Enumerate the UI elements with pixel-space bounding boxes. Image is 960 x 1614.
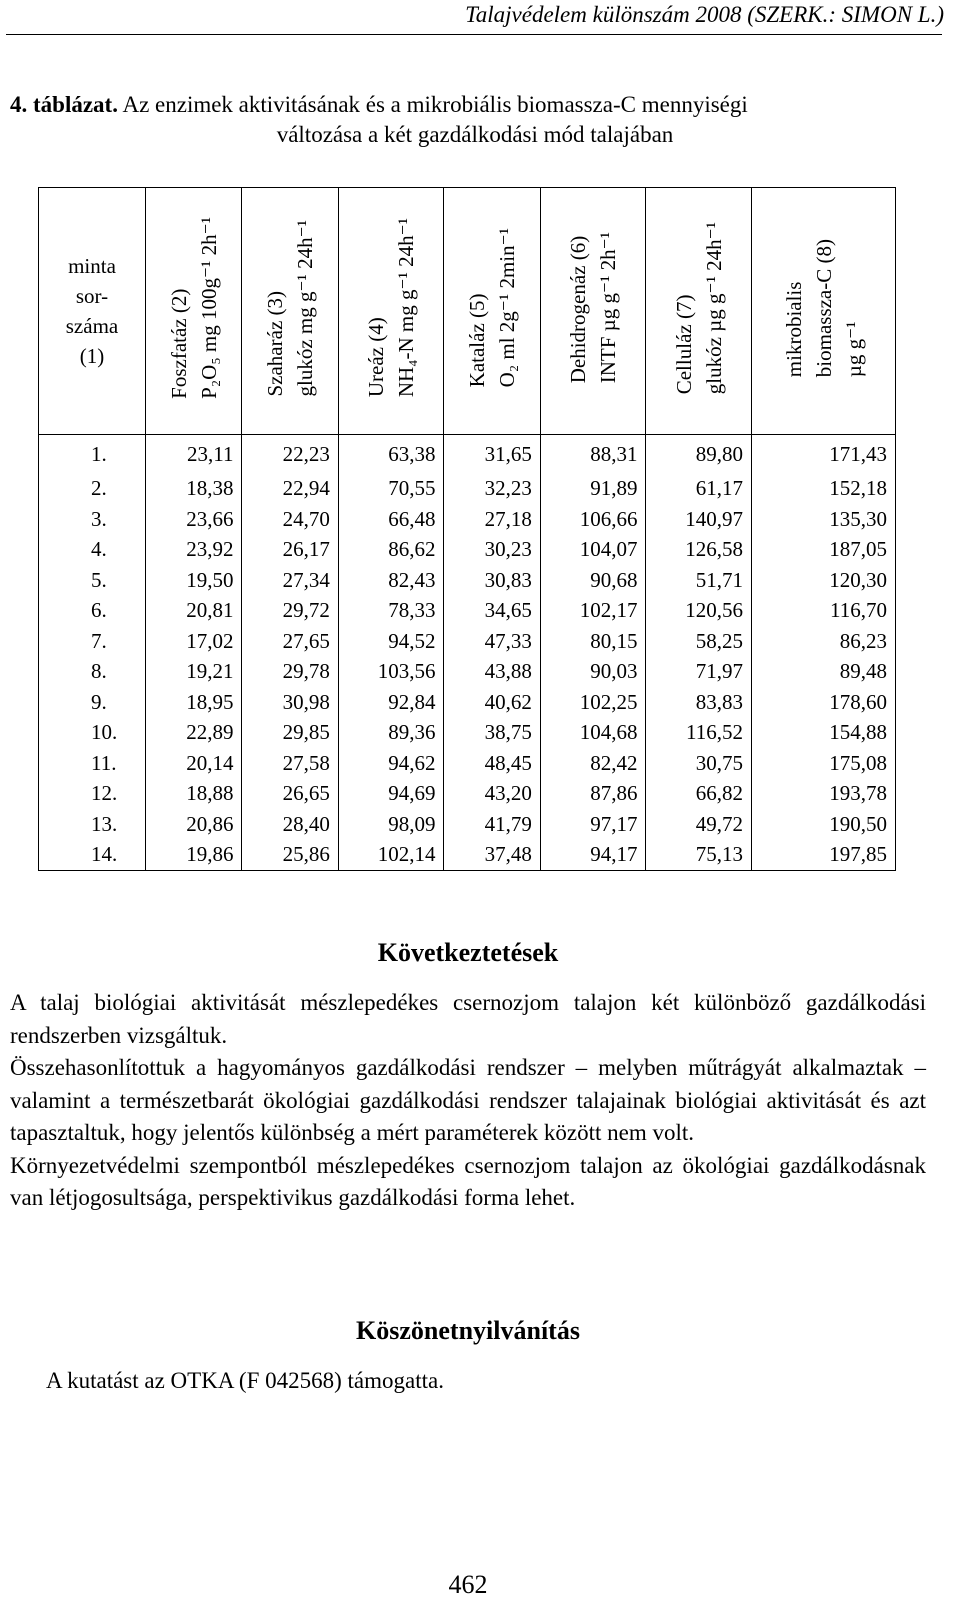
acknowledgement-text: A kutatást az OTKA (F 042568) támogatta. (46, 1368, 444, 1393)
conclusions-paragraph: Összehasonlítottuk a hagyományos gazdálkodási rendszer – melyben műtrágyát alkalmaztak – valamint a természetbarát ökológiai gazdálkodási rendszer talajainak biológiai aktivitását és azt tapasztaltuk, hogy jelentős különbség a mért paraméterek között nem volt. (10, 1055, 926, 1145)
table-header-row (39, 188, 896, 435)
header-line: Celluláz (7) (671, 294, 696, 395)
header-line: µg g⁻¹ (841, 321, 866, 378)
value-cell: 18,95 (146, 687, 242, 718)
value-cell: 102,17 (540, 595, 646, 626)
value-cell: 17,02 (146, 626, 242, 657)
header-line: (1) (79, 344, 105, 368)
table-caption (10, 90, 940, 150)
header-line: Kataláz (5) (465, 293, 490, 388)
value-cell: 40,62 (444, 687, 540, 718)
column-header-cellulase (646, 188, 752, 435)
table-row (39, 534, 896, 565)
running-header: Talajvédelem különszám 2008 (SZERK.: SIMON L.) (465, 2, 944, 27)
table-row (39, 778, 896, 809)
table-caption-line2: változása a két gazdálkodási mód talajában (276, 122, 674, 147)
header-rule (6, 34, 942, 35)
table-row (39, 435, 896, 474)
header-line: O₂ ml 2g⁻¹ 2min⁻¹ (495, 228, 520, 388)
page-number: 462 (448, 1570, 488, 1599)
value-cell: 58,25 (646, 626, 752, 657)
value-cell: 94,17 (540, 839, 646, 870)
header-line: száma (65, 314, 119, 338)
table-row (39, 565, 896, 596)
table-row (39, 809, 896, 840)
value-cell: 23,66 (146, 504, 242, 535)
value-cell: 28,40 (242, 809, 338, 840)
table-row (39, 748, 896, 779)
value-cell: 120,56 (646, 595, 752, 626)
value-cell: 94,69 (338, 778, 444, 809)
header-line: NH₄-N mg g⁻¹ 24h⁻¹ (394, 218, 419, 398)
table-row (39, 473, 896, 504)
value-cell: 27,58 (242, 748, 338, 779)
value-cell: 30,83 (444, 565, 540, 596)
value-cell: 91,89 (540, 473, 646, 504)
row-number-cell: 4. (39, 534, 146, 565)
value-cell: 30,23 (444, 534, 540, 565)
value-cell: 82,43 (338, 565, 444, 596)
value-cell: 197,85 (752, 839, 896, 870)
value-cell: 31,65 (444, 435, 540, 474)
value-cell: 103,56 (338, 656, 444, 687)
value-cell: 135,30 (752, 504, 896, 535)
header-line: biomassza-C (8) (811, 238, 836, 378)
value-cell: 32,23 (444, 473, 540, 504)
value-cell: 89,48 (752, 656, 896, 687)
header-line: glukóz mg g⁻¹ 24h⁻¹ (293, 219, 318, 397)
value-cell: 66,48 (338, 504, 444, 535)
value-cell: 19,86 (146, 839, 242, 870)
value-cell: 104,68 (540, 717, 646, 748)
value-cell: 63,38 (338, 435, 444, 474)
value-cell: 140,97 (646, 504, 752, 535)
table-row (39, 504, 896, 535)
value-cell: 29,85 (242, 717, 338, 748)
value-cell: 23,92 (146, 534, 242, 565)
value-cell: 38,75 (444, 717, 540, 748)
conclusions-paragraph: Környezetvédelmi szempontból mészlepedékes csernozjom talajon az ökológiai gazdálkodásnak van létjogosultsága, perspektivikus gazdálkodási forma lehet. (10, 1152, 926, 1210)
column-header-urease (338, 188, 444, 435)
value-cell: 90,03 (540, 656, 646, 687)
value-cell: 78,33 (338, 595, 444, 626)
value-cell: 25,86 (242, 839, 338, 870)
row-number-cell: 11. (39, 748, 146, 779)
value-cell: 154,88 (752, 717, 896, 748)
value-cell: 89,36 (338, 717, 444, 748)
value-cell: 190,50 (752, 809, 896, 840)
value-cell: 102,14 (338, 839, 444, 870)
value-cell: 102,25 (540, 687, 646, 718)
header-line: minta (68, 254, 116, 278)
value-cell: 27,18 (444, 504, 540, 535)
value-cell: 26,17 (242, 534, 338, 565)
value-cell: 116,70 (752, 595, 896, 626)
value-cell: 70,55 (338, 473, 444, 504)
value-cell: 92,84 (338, 687, 444, 718)
value-cell: 71,97 (646, 656, 752, 687)
column-header-phosphatase (146, 188, 242, 435)
value-cell: 87,86 (540, 778, 646, 809)
value-cell: 20,81 (146, 595, 242, 626)
column-header-catalase (444, 188, 540, 435)
column-header-saccharase (242, 188, 338, 435)
value-cell: 48,45 (444, 748, 540, 779)
table-row (39, 626, 896, 657)
row-number-cell: 7. (39, 626, 146, 657)
header-line: Szaharáz (3) (263, 290, 288, 397)
table-caption-text1: Az enzimek aktivitásának és a mikrobiális biomassza-C mennyiségi (122, 92, 748, 117)
value-cell: 175,08 (752, 748, 896, 779)
header-line: Ureáz (4) (364, 317, 389, 398)
acknowledgement-heading: Köszönetnyilvánítás (356, 1316, 580, 1345)
header-line: Dehidrogenáz (6) (566, 236, 591, 384)
value-cell: 30,75 (646, 748, 752, 779)
value-cell: 22,89 (146, 717, 242, 748)
table-row (39, 717, 896, 748)
value-cell: 19,50 (146, 565, 242, 596)
value-cell: 23,11 (146, 435, 242, 474)
header-line: sor- (75, 284, 109, 308)
value-cell: 187,05 (752, 534, 896, 565)
value-cell: 29,78 (242, 656, 338, 687)
value-cell: 83,83 (646, 687, 752, 718)
value-cell: 22,94 (242, 473, 338, 504)
table-body (39, 435, 896, 871)
value-cell: 20,14 (146, 748, 242, 779)
value-cell: 29,72 (242, 595, 338, 626)
header-line: Foszfatáz (2) (166, 288, 191, 399)
value-cell: 89,80 (646, 435, 752, 474)
column-header-dehydrogenase (540, 188, 646, 435)
column-header-microbial-biomass (752, 188, 896, 435)
value-cell: 75,13 (646, 839, 752, 870)
row-number-cell: 13. (39, 809, 146, 840)
row-number-cell: 9. (39, 687, 146, 718)
value-cell: 30,98 (242, 687, 338, 718)
row-number-cell: 12. (39, 778, 146, 809)
table-caption-line1 (10, 90, 940, 120)
header-line: glukóz µg g⁻¹ 24h⁻¹ (701, 221, 726, 395)
value-cell: 49,72 (646, 809, 752, 840)
value-cell: 19,21 (146, 656, 242, 687)
value-cell: 120,30 (752, 565, 896, 596)
row-number-cell: 6. (39, 595, 146, 626)
value-cell: 27,34 (242, 565, 338, 596)
value-cell: 41,79 (444, 809, 540, 840)
conclusions-body (10, 987, 926, 1215)
value-cell: 47,33 (444, 626, 540, 657)
value-cell: 116,52 (646, 717, 752, 748)
enzyme-activity-table (38, 187, 896, 871)
table-row (39, 656, 896, 687)
value-cell: 20,86 (146, 809, 242, 840)
header-line: mikrobialis (781, 281, 806, 378)
value-cell: 61,17 (646, 473, 752, 504)
value-cell: 43,20 (444, 778, 540, 809)
value-cell: 18,38 (146, 473, 242, 504)
value-cell: 97,17 (540, 809, 646, 840)
value-cell: 51,71 (646, 565, 752, 596)
column-header-sample-id (39, 188, 146, 435)
row-number-cell: 10. (39, 717, 146, 748)
value-cell: 88,31 (540, 435, 646, 474)
value-cell: 43,88 (444, 656, 540, 687)
row-number-cell: 1. (39, 435, 146, 474)
value-cell: 18,88 (146, 778, 242, 809)
conclusions-heading: Következtetések (377, 938, 559, 967)
value-cell: 90,68 (540, 565, 646, 596)
header-line: P₂O₅ mg 100g⁻¹ 2h⁻¹ (196, 217, 221, 399)
value-cell: 94,52 (338, 626, 444, 657)
value-cell: 193,78 (752, 778, 896, 809)
value-cell: 126,58 (646, 534, 752, 565)
value-cell: 66,82 (646, 778, 752, 809)
value-cell: 86,23 (752, 626, 896, 657)
value-cell: 86,62 (338, 534, 444, 565)
table-caption-label: 4. táblázat. (10, 92, 118, 117)
value-cell: 80,15 (540, 626, 646, 657)
table-row (39, 595, 896, 626)
value-cell: 26,65 (242, 778, 338, 809)
row-number-cell: 14. (39, 839, 146, 870)
conclusions-paragraph: A talaj biológiai aktivitását mészlepedékes csernozjom talajon két különböző gazdálkodási rendszerben vizsgáltuk. (10, 990, 926, 1048)
value-cell: 34,65 (444, 595, 540, 626)
value-cell: 27,65 (242, 626, 338, 657)
value-cell: 82,42 (540, 748, 646, 779)
value-cell: 152,18 (752, 473, 896, 504)
row-number-cell: 2. (39, 473, 146, 504)
table-row (39, 839, 896, 870)
header-line: INTF µg g⁻¹ 2h⁻¹ (596, 232, 621, 384)
value-cell: 98,09 (338, 809, 444, 840)
value-cell: 22,23 (242, 435, 338, 474)
value-cell: 37,48 (444, 839, 540, 870)
row-number-cell: 5. (39, 565, 146, 596)
value-cell: 104,07 (540, 534, 646, 565)
table-row (39, 687, 896, 718)
value-cell: 178,60 (752, 687, 896, 718)
row-number-cell: 3. (39, 504, 146, 535)
value-cell: 94,62 (338, 748, 444, 779)
value-cell: 24,70 (242, 504, 338, 535)
value-cell: 171,43 (752, 435, 896, 474)
row-number-cell: 8. (39, 656, 146, 687)
value-cell: 106,66 (540, 504, 646, 535)
